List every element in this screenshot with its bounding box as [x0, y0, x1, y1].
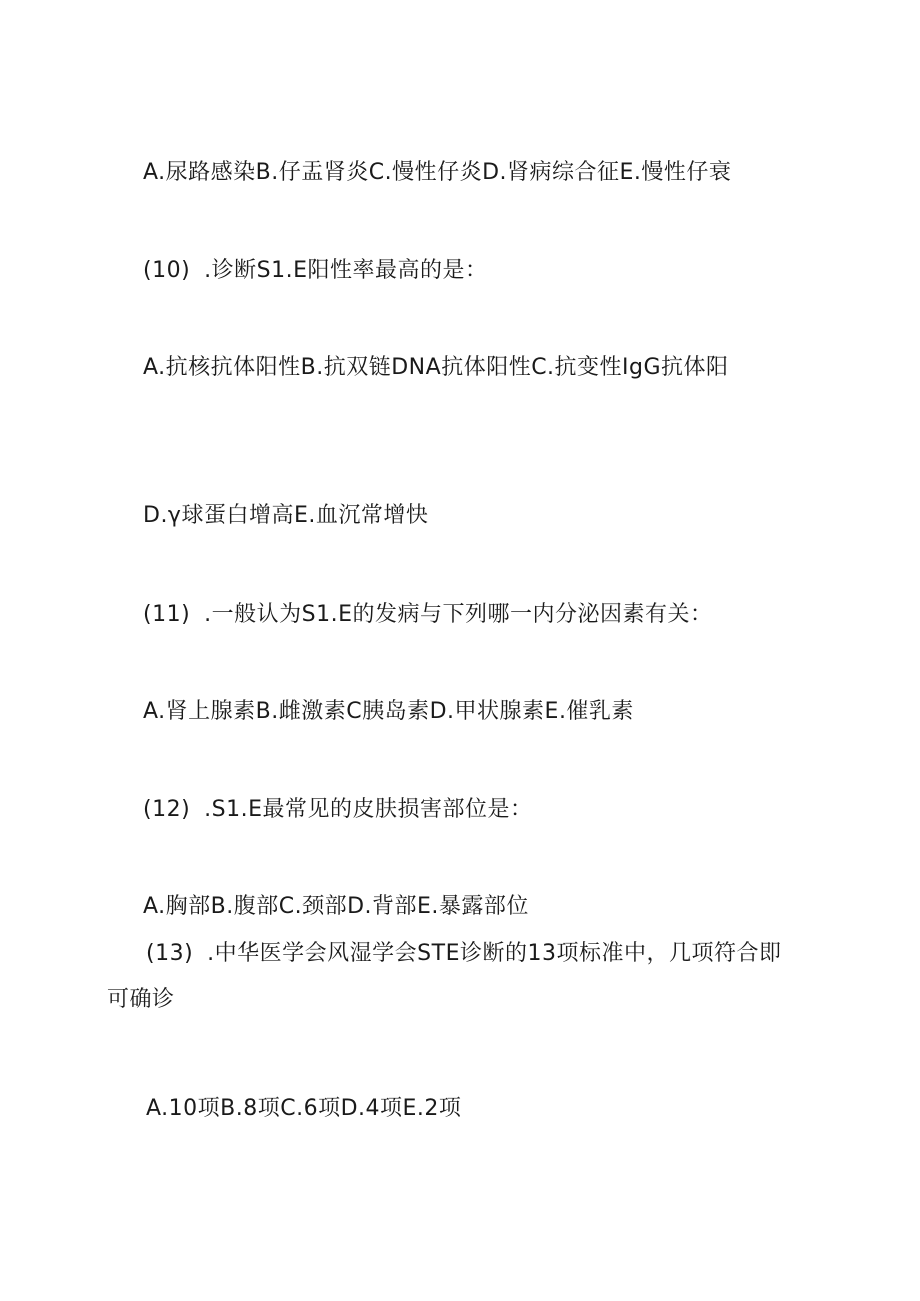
question-13-options: A.10项B.8项C.6项D.4项E.2项: [146, 1096, 462, 1121]
question-11-stem: [143, 600, 713, 630]
question-12-options: A.胸部B.腹部C.颈部D.背部E.暴露部位: [143, 894, 529, 919]
question-12-text: .S1.E最常见的皮肤损害部位是：: [204, 797, 533, 822]
question-13-number: (13): [146, 941, 194, 966]
question-11-number: (11): [143, 602, 191, 627]
question-10-text: .诊断S1.E阳性率最高的是：: [204, 258, 488, 283]
question-10-stem: [143, 256, 488, 286]
question-13-stem: [146, 939, 781, 969]
question-10-options-line-2: D.γ球蛋白增高E.血沉常增快: [143, 503, 429, 528]
question-13-stem-continuation: 可确诊: [107, 987, 175, 1012]
question-12-number: (12): [143, 797, 191, 822]
question-13-text: .中华医学会风湿学会STE诊断的13项标准中，几项符合即: [207, 941, 782, 966]
question-9-options: A.尿路感染B.仔盂肾炎C.慢性仔炎D.肾病综合征E.慢性仔衰: [143, 160, 732, 185]
question-12-stem: [143, 795, 533, 825]
question-10-options-line-1: A.抗核抗体阳性B.抗双链DNA抗体阳性C.抗变性IgG抗体阳: [143, 355, 729, 380]
question-10-number: (10): [143, 258, 191, 283]
question-11-options: A.肾上腺素B.雌激素C胰岛素D.甲状腺素E.催乳素: [143, 699, 634, 724]
question-11-text: .一般认为S1.E的发病与下列哪一内分泌因素有关：: [204, 602, 713, 627]
